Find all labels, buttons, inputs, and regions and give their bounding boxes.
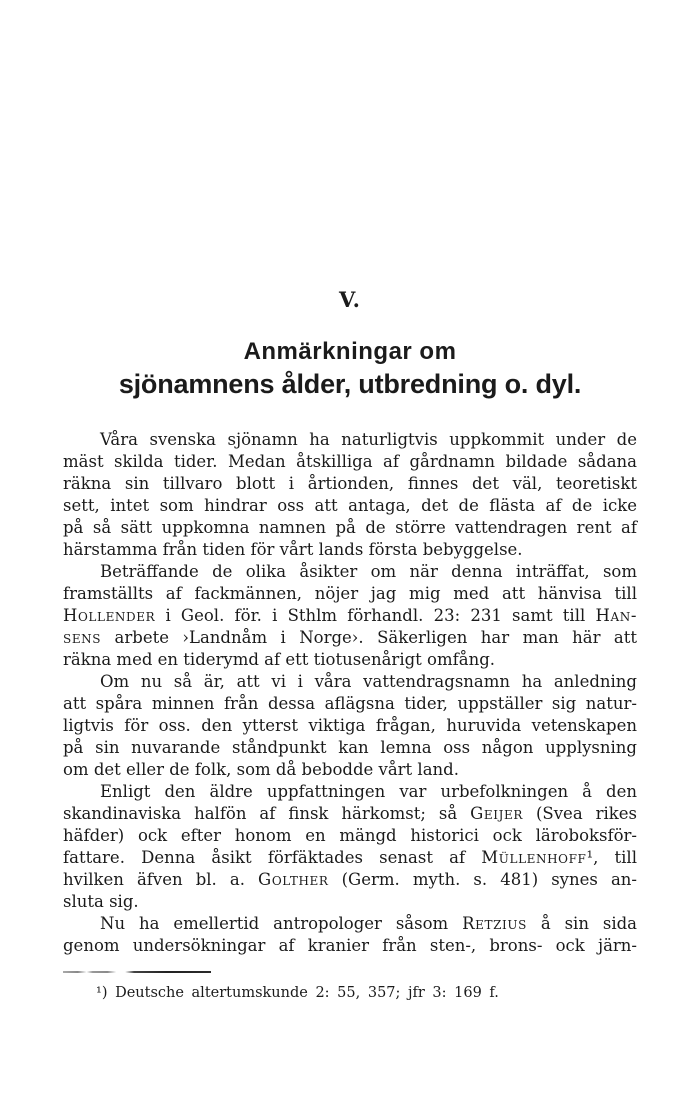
text-line [63,517,637,539]
text-segment: häfder) ock efter honom en mängd historici ock läroboksför- [63,826,637,845]
text-line [63,671,637,693]
text-line [63,715,637,737]
text-segment: Enligt den äldre uppfattningen var urbefolkningen å den [100,782,637,801]
paragraph [63,561,637,671]
text-segment: på så sätt uppkomna namnen på de större vattendragen rent af [63,518,637,537]
text-segment: fattare. Denna åsikt förfäktades senast af [63,848,482,867]
text-segment: (Germ. myth. s. 481) synes an- [328,870,637,889]
person-name-smallcaps: Müllenhoff [481,848,587,867]
text-line [63,495,637,517]
text-line [63,803,637,825]
text-line [63,781,637,803]
text-segment: att spåra minnen från dessa aflägsna tider, uppställer sig natur- [63,694,637,713]
footnote-divider [63,971,211,973]
text-line [63,759,637,781]
text-segment: sett, intet som hindrar oss att antaga, det de flästa af de icke [63,496,637,515]
text-line [63,935,637,957]
text-line [63,869,637,891]
person-name-smallcaps: Hollender [63,606,156,625]
text-line [63,649,637,671]
text-segment: räkna sin tillvaro blott i årtionden, finnes det väl, teoretiskt [63,474,637,493]
footnote-text: ¹) Deutsche altertumskunde 2: 55, 357; jfr 3: 169 f. [96,985,499,1001]
text-segment: räkna med en tiderymd af ett tiotusenårigt omfång. [63,650,495,669]
text-segment: skandinaviska halfön af finsk härkomst; så [63,804,471,823]
text-segment: Om nu så är, att vi i våra vattendragsnamn ha anledning [100,672,637,691]
text-line [63,693,637,715]
text-line [63,473,637,495]
text-segment: om det eller de folk, som då bebodde vårt land. [63,760,459,779]
text-line [63,429,637,451]
text-line [63,539,637,561]
person-name-smallcaps: Golther [258,870,329,889]
text-segment: arbete ›Landnåm i Norge›. Säkerligen har man här att [101,628,637,647]
person-name-smallcaps: sens [63,628,102,647]
text-segment: genom undersökningar af kranier från sten-, brons- ock järn- [63,936,637,955]
text-line [63,605,637,627]
text-segment: i Geol. för. i Sthlm förhandl. 23: 231 samt till [155,606,596,625]
text-line [63,627,637,649]
text-segment: framställts af fackmännen, nöjer jag mig med att hänvisa till [63,584,637,603]
text-line [63,913,637,935]
text-segment: mäst skilda tider. Medan åtskilliga af gårdnamn bildade sådana [63,452,637,471]
paragraph [63,429,637,561]
text-line [63,451,637,473]
chapter-title-line-2: sjönamnens ålder, utbredning o. dyl. [118,369,582,399]
text-line [63,891,637,913]
text-line [63,825,637,847]
paragraph [63,913,637,957]
text-segment: Beträffande de olika åsikter om när denna inträffat, som [100,562,637,581]
paragraph [63,671,637,781]
person-name-smallcaps: Retzius [462,914,527,933]
section-number: V. [339,287,361,312]
person-name-smallcaps: Han- [595,606,637,625]
text-line [63,737,637,759]
text-segment: Nu ha emellertid antropologer såsom [100,914,463,933]
text-segment: hvilken äfven bl. a. [63,870,259,889]
text-line [63,583,637,605]
text-segment: ligtvis för oss. den ytterst viktiga frågan, huruvida vetenskapen [63,716,637,735]
paragraph [63,781,637,913]
text-segment: å sin sida [526,914,637,933]
text-line [63,561,637,583]
text-segment: Våra svenska sjönamn ha naturligtvis uppkommit under de [100,430,637,449]
text-segment: (Svea rikes [523,804,637,823]
text-segment: sluta sig. [63,892,139,911]
text-line [63,847,637,869]
text-segment: på sin nuvarande ståndpunkt kan lemna oss någon upplysning [63,738,637,757]
body-text [63,429,637,957]
text-segment: härstamma från tiden för vårt lands första bebyggelse. [63,540,523,559]
chapter-title-line-1: Anmärkningar om [243,338,457,365]
text-segment: ¹, till [586,848,637,867]
person-name-smallcaps: Geijer [470,804,524,823]
